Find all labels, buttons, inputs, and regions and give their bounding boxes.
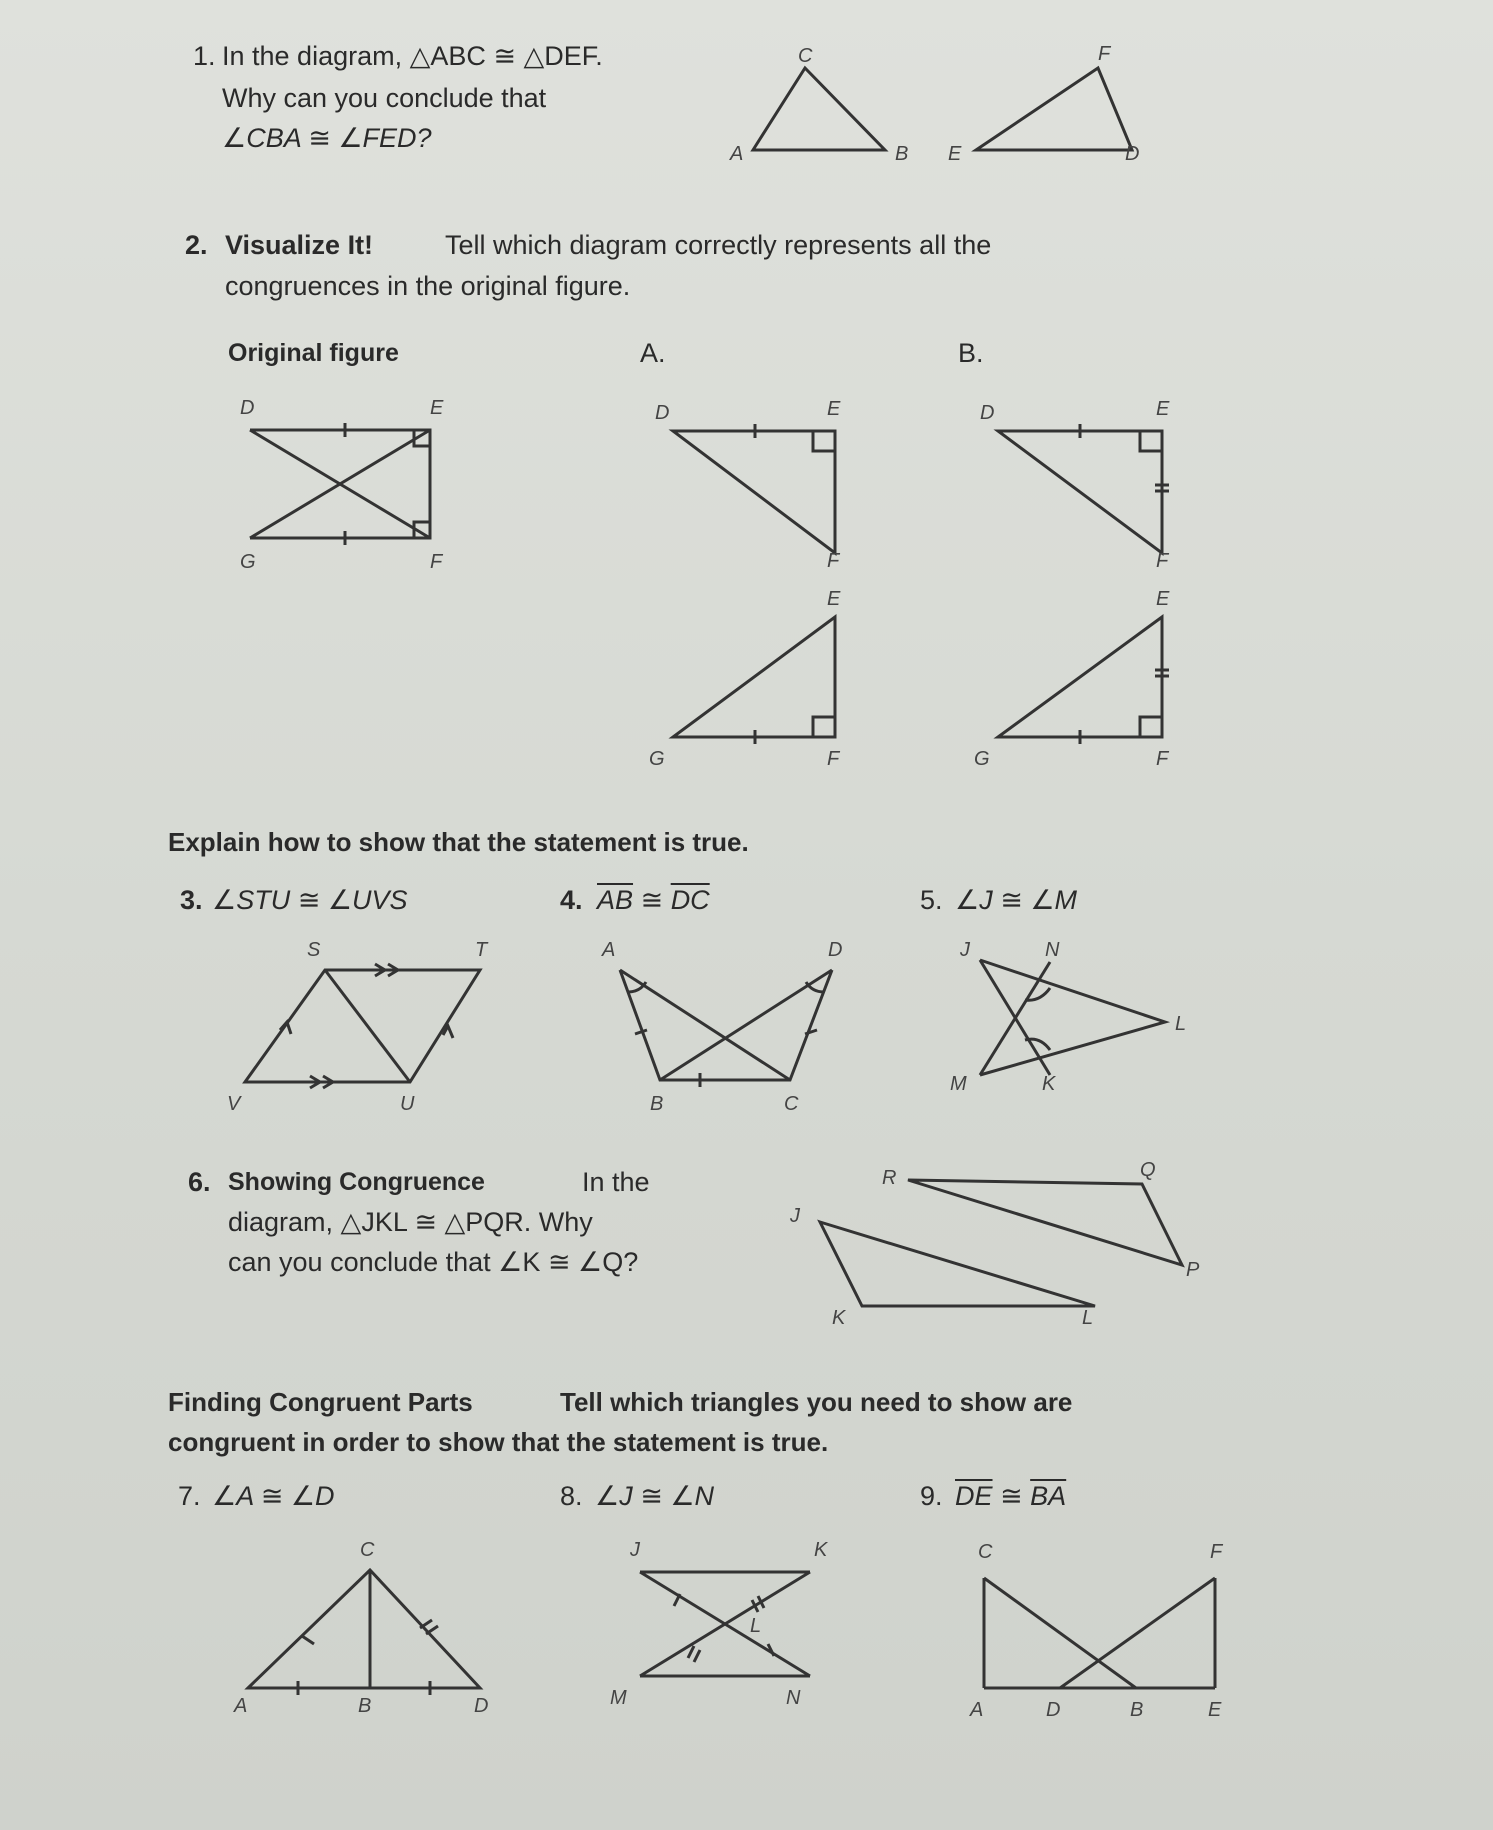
label-r: R xyxy=(882,1167,897,1189)
q7-figure xyxy=(230,1540,500,1720)
q8-statement: ∠J ≅ ∠N xyxy=(595,1481,715,1511)
q2-original-figure xyxy=(230,390,460,573)
figure-polyline xyxy=(813,431,835,451)
q1-number: 1. xyxy=(193,41,216,71)
label-k: K xyxy=(1042,1073,1056,1095)
label-n: N xyxy=(1045,939,1060,961)
q1-line2: Why can you conclude that xyxy=(222,83,547,113)
label-j: J xyxy=(960,939,970,961)
label-a: A xyxy=(730,143,744,165)
q9-figure xyxy=(970,1540,1230,1720)
figure-polygon xyxy=(248,1570,480,1688)
q4-statement xyxy=(597,880,710,920)
label-f: F xyxy=(1098,43,1111,65)
triangle-abc xyxy=(753,68,885,150)
q7-statement: ∠A ≅ ∠D xyxy=(212,1481,335,1511)
figure-line xyxy=(635,1030,647,1034)
label-d: D xyxy=(240,397,255,419)
figure-polyline xyxy=(620,970,832,1080)
label-b: B xyxy=(895,143,909,165)
label-u: U xyxy=(400,1093,415,1115)
q6-line1: In the xyxy=(582,1167,650,1197)
label-g: G xyxy=(649,748,665,770)
q2-a-label: A. xyxy=(640,338,666,368)
q4-figure xyxy=(600,940,860,1120)
figure-line xyxy=(325,970,410,1082)
label-q: Q xyxy=(1140,1159,1156,1181)
label-g: G xyxy=(974,748,990,770)
q5-number: 5. xyxy=(920,885,943,915)
q7-number: 7. xyxy=(178,1481,201,1511)
figure-polygon xyxy=(820,1222,1095,1306)
label-t: T xyxy=(475,939,488,961)
figure-line xyxy=(660,970,832,1080)
label-f: F xyxy=(430,551,443,573)
label-s: S xyxy=(307,939,321,961)
q2-title: Visualize It! xyxy=(225,230,374,260)
label-v: V xyxy=(227,1093,241,1115)
label-g: G xyxy=(240,551,256,573)
q2-number: 2. xyxy=(185,230,208,260)
figure-polyline xyxy=(1140,431,1162,451)
label-e: E xyxy=(1156,398,1170,420)
q2-b-label: B. xyxy=(958,338,984,368)
figure-line xyxy=(302,1636,314,1644)
label-p: P xyxy=(1186,1259,1200,1281)
figure-polygon xyxy=(998,431,1162,553)
q8-number: 8. xyxy=(560,1481,583,1511)
q3-parallelogram-figure xyxy=(225,940,505,1120)
figure-polyline xyxy=(980,960,1165,1075)
q6-triangles-figure xyxy=(790,1160,1210,1330)
label-e: E xyxy=(948,143,962,165)
q9-seg1: $\overline{DE}$ xyxy=(955,1481,993,1511)
q6-line2: diagram, △JKL ≅ △PQR. Why xyxy=(228,1207,593,1237)
label-e: E xyxy=(430,397,444,419)
label-l: L xyxy=(1082,1307,1094,1329)
label-k: K xyxy=(814,1539,828,1561)
finding-line1: Tell which triangles you need to show are xyxy=(560,1387,1073,1417)
label-k: K xyxy=(832,1307,846,1329)
label-a: A xyxy=(602,939,616,961)
label-b: B xyxy=(650,1093,664,1115)
q2-original-label: Original figure xyxy=(228,339,399,367)
label-c: C xyxy=(360,1539,375,1561)
label-c: C xyxy=(978,1541,993,1563)
label-e: E xyxy=(827,398,841,420)
label-d: D xyxy=(1046,1699,1061,1721)
q5-statement: ∠J ≅ ∠M xyxy=(955,885,1078,915)
label-b: B xyxy=(1130,1699,1144,1721)
label-d: D xyxy=(980,402,995,424)
q2-text: Tell which diagram correctly represents all the xyxy=(445,230,992,260)
figure-polygon xyxy=(245,970,480,1082)
figure-path xyxy=(806,982,824,992)
figure-polygon xyxy=(908,1180,1182,1265)
q5-figure xyxy=(950,940,1210,1120)
q9-seg2: $\overline{BA}$ xyxy=(1030,1481,1067,1511)
label-e: E xyxy=(1156,588,1170,610)
figure-polygon xyxy=(998,617,1162,737)
label-e: E xyxy=(1208,1699,1222,1721)
label-b: B xyxy=(358,1695,372,1717)
figure-line xyxy=(1060,1578,1215,1688)
q4-seg2: $\overline{DC}$ xyxy=(670,885,710,915)
q9-statement xyxy=(955,1476,1066,1516)
q9-number: 9. xyxy=(920,1481,943,1511)
q2-option-b-figure xyxy=(970,395,1190,775)
q4-seg1: $\overline{AB}$ xyxy=(597,885,634,915)
finding-line2: congruent in order to show that the statement is true. xyxy=(168,1427,829,1457)
label-l: L xyxy=(750,1615,762,1637)
figure-polygon xyxy=(673,431,835,553)
figure-line xyxy=(984,1578,1136,1688)
label-m: M xyxy=(950,1073,967,1095)
q3-statement: ∠STU ≅ ∠UVS xyxy=(212,885,408,915)
label-f: F xyxy=(1156,748,1169,770)
figure-line xyxy=(694,1650,700,1662)
figure-path xyxy=(1025,1039,1050,1050)
figure-polyline xyxy=(1140,717,1162,737)
label-c: C xyxy=(798,45,813,67)
q4-number: 4. xyxy=(560,885,583,915)
label-c: C xyxy=(784,1093,799,1115)
label-d: D xyxy=(828,939,843,961)
explain-heading: Explain how to show that the statement is true. xyxy=(168,827,749,857)
figure-line xyxy=(805,1030,817,1034)
label-m: M xyxy=(610,1687,627,1709)
q6-number: 6. xyxy=(188,1167,211,1197)
label-f: F xyxy=(1156,550,1169,572)
label-a: A xyxy=(970,1699,984,1721)
label-e: E xyxy=(827,588,841,610)
q9-op: ≅ xyxy=(1000,1481,1023,1511)
label-f: F xyxy=(827,748,840,770)
finding-title: Finding Congruent Parts xyxy=(168,1387,473,1417)
figure-path xyxy=(628,982,646,992)
q6-title: Showing Congruence xyxy=(228,1168,485,1196)
figure-polygon xyxy=(673,617,835,737)
label-d: D xyxy=(474,1695,489,1717)
q2-option-a-figure xyxy=(645,395,865,775)
label-l: L xyxy=(1175,1013,1187,1035)
figure-polyline xyxy=(813,717,835,737)
triangle-def xyxy=(976,68,1132,150)
label-j: J xyxy=(630,1539,640,1561)
q2-text2: congruences in the original figure. xyxy=(225,271,631,301)
figure-line xyxy=(620,970,790,1080)
label-j: J xyxy=(790,1205,800,1227)
q1-triangles-figure xyxy=(720,40,1160,170)
label-n: N xyxy=(786,1687,801,1709)
q1-line1: In the diagram, △ABC ≅ △DEF. xyxy=(222,41,603,71)
q1-line3: ∠CBA ≅ ∠FED? xyxy=(222,123,432,153)
label-d: D xyxy=(1125,143,1140,165)
q8-figure xyxy=(600,1540,850,1720)
q3-number: 3. xyxy=(180,885,203,915)
label-f: F xyxy=(827,550,840,572)
q4-op: ≅ xyxy=(640,885,664,915)
label-a: A xyxy=(234,1695,248,1717)
label-f: F xyxy=(1210,1541,1223,1563)
q6-line3: can you conclude that ∠K ≅ ∠Q? xyxy=(228,1247,639,1277)
label-d: D xyxy=(655,402,670,424)
